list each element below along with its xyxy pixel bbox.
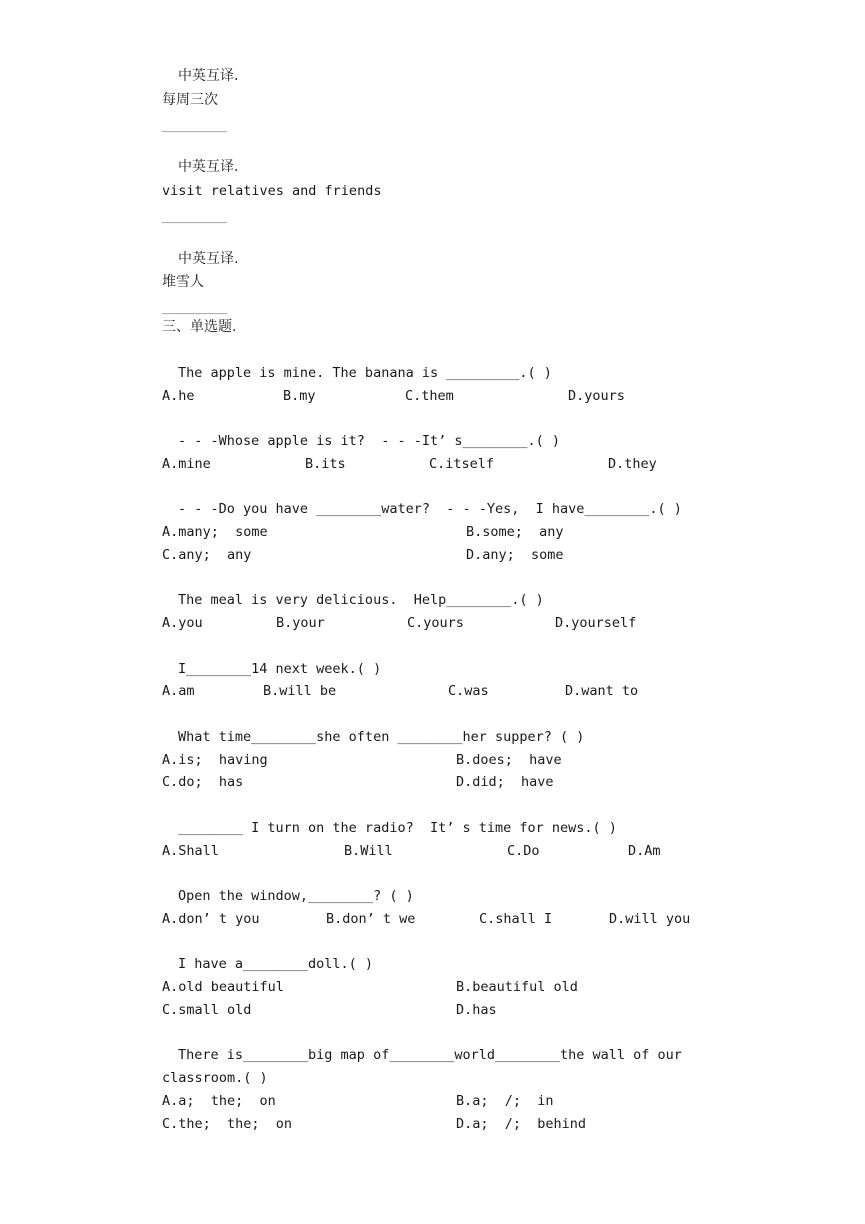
question-stem: ________ I turn on the radio? It’ s time for news.( )	[178, 820, 617, 836]
option-d: D.yours	[568, 388, 625, 404]
translation-heading: 中英互译.	[178, 68, 239, 84]
answer-line: ________	[162, 117, 228, 133]
option-b: B.will be	[263, 683, 337, 699]
option-a: A.am	[162, 683, 195, 699]
option-c: C.was	[448, 683, 489, 699]
option-b: B.its	[305, 456, 346, 472]
translation-prompt: visit relatives and friends	[162, 183, 382, 199]
question-stem: - - -Whose apple is it? - - -It’ s________.( )	[178, 433, 561, 449]
option-b: B.a; /; in	[456, 1093, 554, 1109]
answer-line: ________	[162, 208, 228, 224]
question-stem: The apple is mine. The banana is _________.( )	[178, 365, 552, 381]
option-c: C.the; the; on	[162, 1116, 293, 1132]
option-c: C.them	[405, 388, 454, 404]
option-d: D.Am	[628, 843, 661, 859]
question-stem: There is________big map of________world________the wall of our	[178, 1047, 682, 1063]
option-b: B.my	[283, 388, 316, 404]
question-stem: Open the window,________? ( )	[178, 888, 414, 904]
option-c: C.do; has	[162, 774, 244, 790]
option-a: A.Shall	[162, 843, 219, 859]
option-b: B.does; have	[456, 752, 562, 768]
option-a: A.old beautiful	[162, 979, 284, 995]
option-d: D.they	[608, 456, 657, 472]
option-d: D.any; some	[466, 547, 564, 563]
option-a: A.a; the; on	[162, 1093, 276, 1109]
translation-prompt: 堆雪人	[162, 274, 204, 290]
option-c: C.shall I	[479, 911, 553, 927]
option-d: D.has	[456, 1002, 497, 1018]
answer-line: ________	[162, 299, 228, 315]
option-a: A.mine	[162, 456, 211, 472]
option-b: B.don’ t we	[326, 911, 416, 927]
option-c: C.yours	[407, 615, 464, 631]
option-c: C.any; any	[162, 547, 252, 563]
option-a: A.is; having	[162, 752, 268, 768]
option-a: A.he	[162, 388, 195, 404]
translation-heading: 中英互译.	[178, 159, 239, 175]
question-stem: - - -Do you have ________water? - - -Yes, I have________.( )	[178, 501, 682, 517]
option-c: C.itself	[429, 456, 495, 472]
question-stem: What time________she often ________her supper? ( )	[178, 729, 585, 745]
option-d: D.will you	[609, 911, 691, 927]
translation-heading: 中英互译.	[178, 251, 239, 267]
option-b: B.some; any	[466, 524, 564, 540]
question-stem: I________14 next week.( )	[178, 661, 382, 677]
section-title: 三、单选题.	[162, 319, 237, 335]
question-stem-continued: classroom.( )	[162, 1070, 268, 1086]
option-a: A.you	[162, 615, 203, 631]
question-stem: I have a________doll.( )	[178, 956, 374, 972]
option-a: A.don’ t you	[162, 911, 260, 927]
option-b: B.your	[276, 615, 325, 631]
option-c: C.small old	[162, 1002, 252, 1018]
option-d: D.a; /; behind	[456, 1116, 587, 1132]
option-d: D.did; have	[456, 774, 554, 790]
question-stem: The meal is very delicious. Help________.( )	[178, 592, 544, 608]
translation-prompt: 每周三次	[162, 92, 218, 108]
option-b: B.Will	[344, 843, 393, 859]
option-b: B.beautiful old	[456, 979, 578, 995]
option-c: C.Do	[507, 843, 540, 859]
option-d: D.yourself	[555, 615, 637, 631]
option-a: A.many; some	[162, 524, 268, 540]
option-d: D.want to	[565, 683, 639, 699]
